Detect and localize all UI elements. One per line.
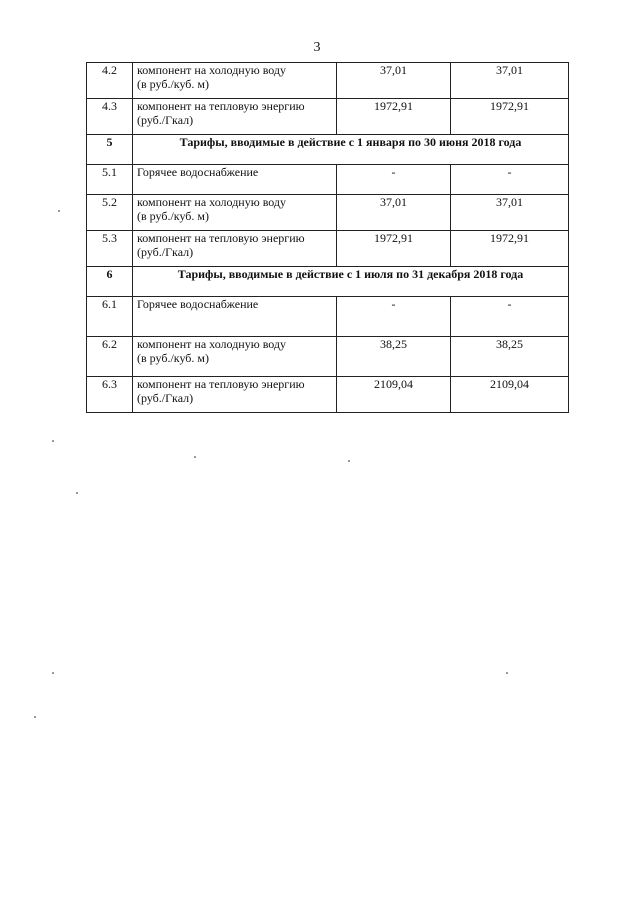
table-row (87, 195, 569, 231)
section-number: 5 (87, 135, 133, 165)
scan-speck (52, 672, 54, 674)
section-row (87, 135, 569, 165)
row-number: 5.1 (87, 165, 133, 195)
scan-speck (34, 716, 36, 718)
table-row (87, 63, 569, 99)
description-line: Горячее водоснабжение (137, 165, 259, 179)
section-row (87, 267, 569, 297)
value-cell: - (451, 165, 569, 195)
value-cell: 37,01 (337, 63, 451, 99)
scan-speck (58, 210, 60, 212)
value-cell: 1972,91 (451, 231, 569, 267)
row-number: 5.2 (87, 195, 133, 231)
value-cell: 37,01 (337, 195, 451, 231)
tariff-table (86, 62, 569, 413)
scan-speck (348, 460, 350, 462)
value-cell: 1972,91 (337, 231, 451, 267)
description-line: (руб./Гкал) (137, 245, 194, 259)
row-description (133, 337, 337, 377)
row-description (133, 165, 337, 195)
scan-speck (194, 456, 196, 458)
table-row (87, 99, 569, 135)
row-description (133, 231, 337, 267)
scan-speck (506, 672, 508, 674)
row-number: 4.3 (87, 99, 133, 135)
description-line: (в руб./куб. м) (137, 209, 209, 223)
value-cell: 38,25 (337, 337, 451, 377)
table-row (87, 337, 569, 377)
description-line: компонент на холодную воду (137, 195, 287, 209)
scan-speck (52, 440, 54, 442)
description-line: Горячее водоснабжение (137, 297, 259, 311)
value-cell: 38,25 (451, 337, 569, 377)
value-cell: 1972,91 (451, 99, 569, 135)
description-line: компонент на тепловую энергию (137, 99, 305, 113)
value-cell: 37,01 (451, 195, 569, 231)
row-description (133, 297, 337, 337)
value-cell: - (451, 297, 569, 337)
table-row (87, 377, 569, 413)
row-number: 5.3 (87, 231, 133, 267)
row-number: 6.2 (87, 337, 133, 377)
row-number: 6.3 (87, 377, 133, 413)
description-line: компонент на холодную воду (137, 337, 287, 351)
row-number: 6.1 (87, 297, 133, 337)
value-cell: 1972,91 (337, 99, 451, 135)
section-number: 6 (87, 267, 133, 297)
description-line: компонент на тепловую энергию (137, 231, 305, 245)
description-line: (в руб./куб. м) (137, 77, 209, 91)
description-line: компонент на тепловую энергию (137, 377, 305, 391)
page-number: 3 (313, 40, 321, 55)
section-title: Тарифы, вводимые в действие с 1 января по 30 июня 2018 года (133, 135, 569, 165)
row-description (133, 195, 337, 231)
description-line: (руб./Гкал) (137, 113, 194, 127)
value-cell: 2109,04 (337, 377, 451, 413)
value-cell: - (337, 297, 451, 337)
value-cell: 37,01 (451, 63, 569, 99)
description-line: (руб./Гкал) (137, 391, 194, 405)
row-description (133, 99, 337, 135)
row-description (133, 377, 337, 413)
description-line: компонент на холодную воду (137, 63, 287, 77)
description-line: (в руб./куб. м) (137, 351, 209, 365)
table-row (87, 297, 569, 337)
value-cell: - (337, 165, 451, 195)
row-description (133, 63, 337, 99)
table-row (87, 165, 569, 195)
scan-speck (76, 492, 78, 494)
value-cell: 2109,04 (451, 377, 569, 413)
section-title: Тарифы, вводимые в действие с 1 июля по 31 декабря 2018 года (133, 267, 569, 297)
row-number: 4.2 (87, 63, 133, 99)
table-row (87, 231, 569, 267)
